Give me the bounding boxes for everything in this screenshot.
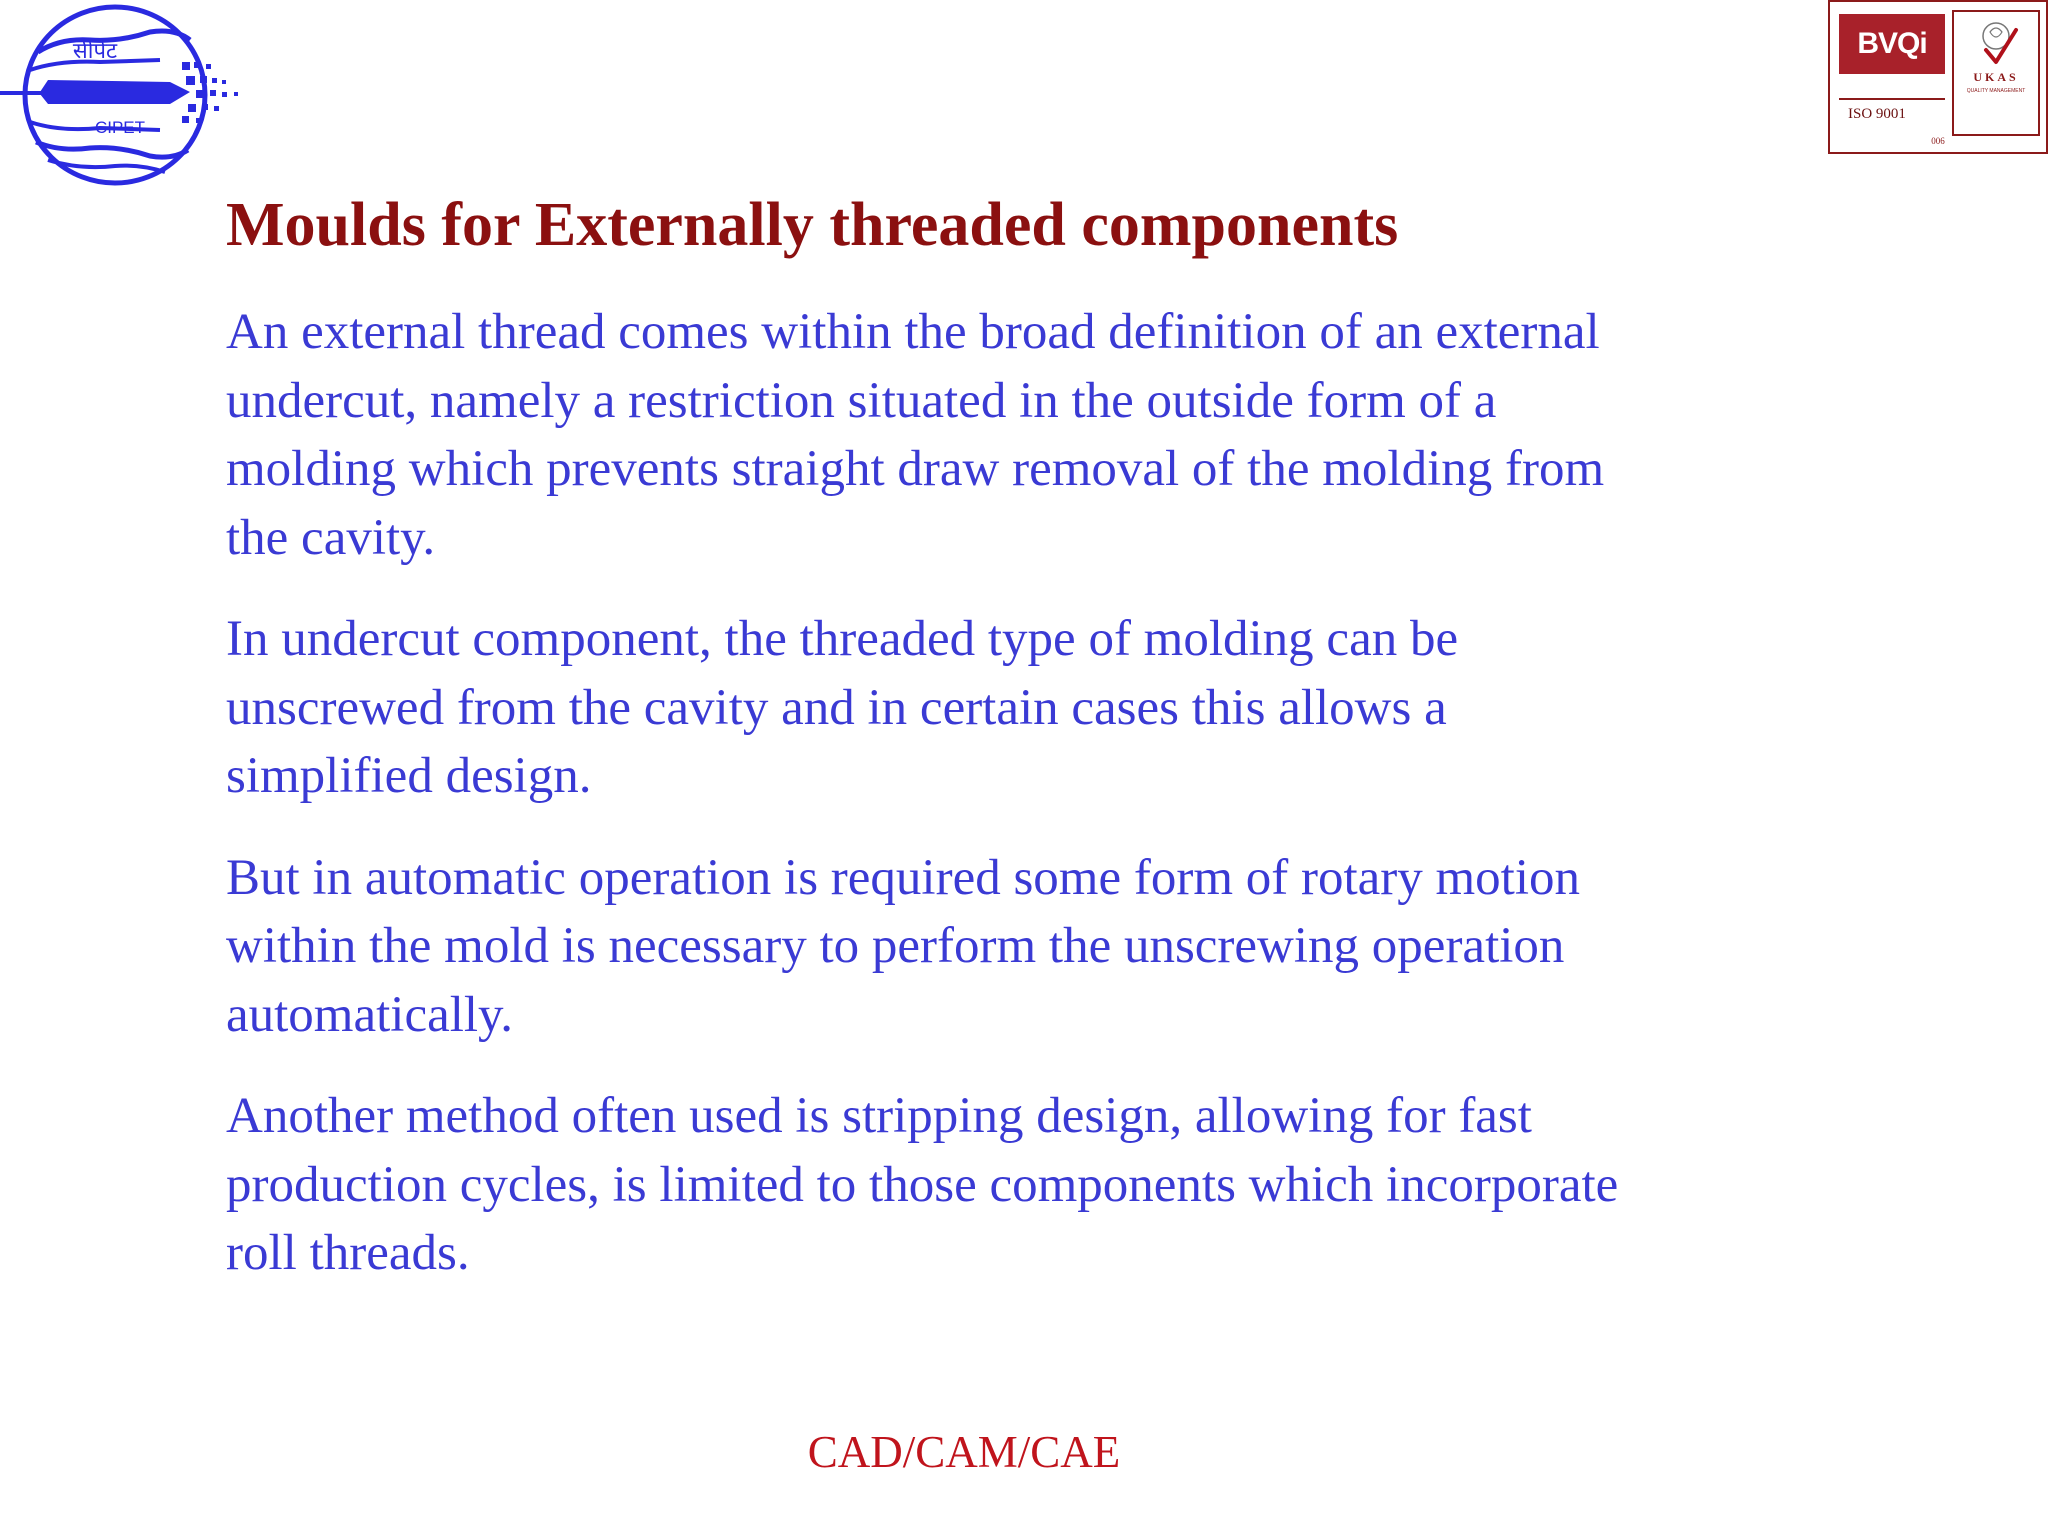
- ukas-number: 006: [1931, 136, 1945, 146]
- crown-check-icon: [1976, 16, 2020, 70]
- paragraph-2: In undercut component, the threaded type of molding can be unscrewed from the cavity and in certain cases this allows a simplified design.: [226, 611, 1459, 804]
- bvqi-logo: BVQi: [1839, 14, 1945, 74]
- iso-label: ISO 9001: [1848, 106, 1906, 122]
- slide-body: [226, 298, 1826, 1321]
- paragraph-4: Another method often used is stripping design, allowing for fast production cycles, is limited to those components which incorporate roll threads.: [226, 1088, 1619, 1281]
- paragraph-3: But in automatic operation is required some form of rotary motion within the mold is necessary to perform the unscrewing operation automatically.: [226, 849, 1581, 1043]
- slide-footer: CAD/CAM/CAE: [807, 1427, 1121, 1477]
- svg-text:सीपेट: सीपेट: [72, 39, 118, 64]
- divider: [1839, 98, 1945, 100]
- certification-badge: [1828, 0, 2048, 154]
- ukas-logo: [1952, 10, 2040, 136]
- ukas-label: UKAS: [1973, 70, 2019, 84]
- ukas-subtitle: QUALITY MANAGEMENT: [1966, 88, 2026, 94]
- slide-title: Moulds for Externally threaded components: [226, 191, 1399, 259]
- cipet-logo-icon: [0, 0, 250, 190]
- svg-text:CIPET: CIPET: [94, 118, 146, 137]
- paragraph-1: An external thread comes within the broad definition of an external undercut, namely a restriction situated in the outside form of a molding which prevents straight draw removal of the molding from the cavity.: [226, 304, 1605, 566]
